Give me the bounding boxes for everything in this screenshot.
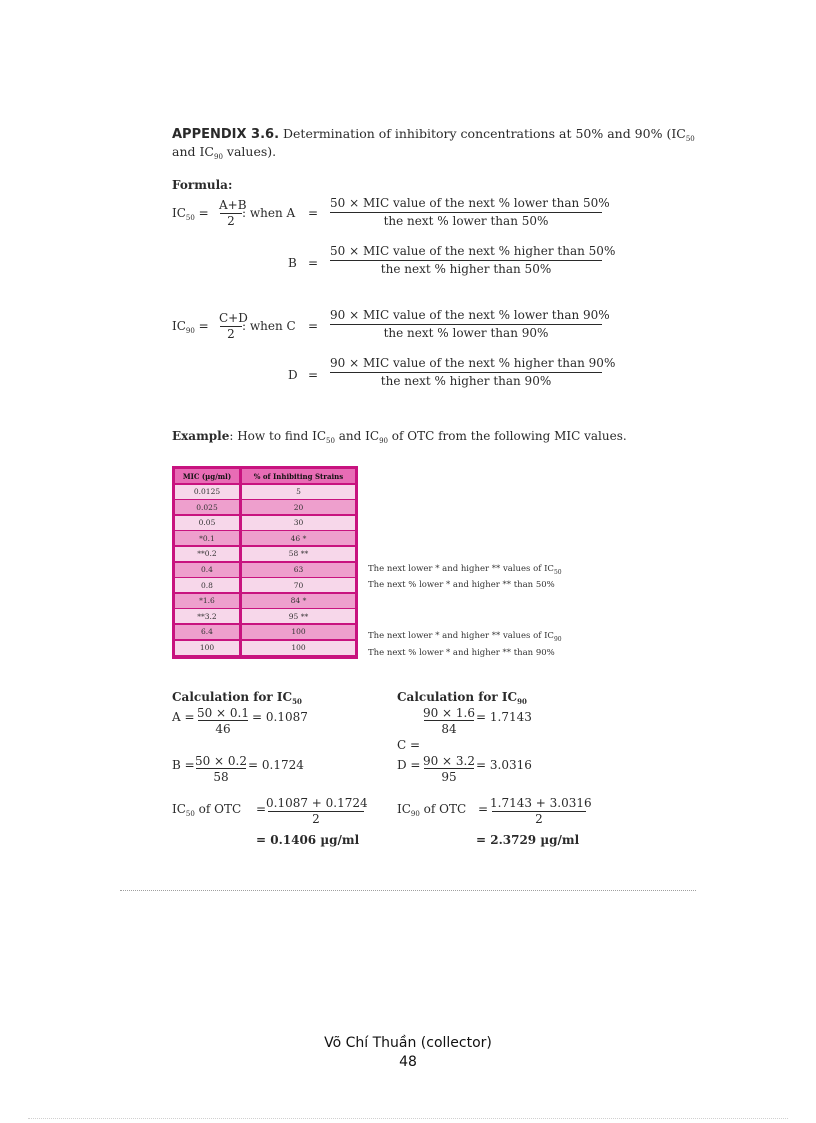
- c-denominator: the next % lower than 90%: [383, 326, 549, 340]
- table-cell-mic: *0.1: [175, 531, 239, 545]
- calc90-ic-ic: IC: [397, 802, 411, 816]
- calc90-d-result: = 3.0316: [476, 758, 532, 772]
- note-ic90-line2: The next % lower * and higher ** than 90%: [368, 648, 555, 658]
- table-row: [175, 625, 355, 639]
- calc50-ic-final: = 0.1406 µg/ml: [256, 833, 360, 847]
- table-cell-mic: 0.8: [175, 578, 239, 592]
- table-cell-mic: 0.05: [175, 516, 239, 530]
- table-row: [175, 609, 355, 623]
- table-cell-percent: 20: [242, 500, 355, 514]
- calc50-a-result: = 0.1087: [252, 710, 308, 724]
- note-ic50-sub: 50: [553, 569, 562, 576]
- calc90-heading-sub: 90: [517, 697, 527, 706]
- table-cell-percent: 58 **: [242, 547, 355, 561]
- ic90-lhs: $IC_{90}$ =: [172, 319, 209, 335]
- ic50-lhs-sub: 50: [185, 214, 195, 222]
- table-header-row: [175, 469, 355, 483]
- calc50-a-denominator: 46: [215, 722, 231, 736]
- example-label: Example: [172, 429, 230, 443]
- table-cell-percent: 95 **: [242, 609, 355, 623]
- calc90-c-result: = 1.7143: [476, 710, 532, 724]
- table-row: [175, 500, 355, 514]
- appendix-sub90: 90: [213, 153, 223, 161]
- mic-table: [172, 466, 358, 659]
- table-cell-mic: **3.2: [175, 609, 239, 623]
- example-text2: and IC: [334, 429, 380, 443]
- formula-heading-text: Formula: [172, 178, 228, 192]
- calc90-ic-sub: 90: [410, 810, 420, 818]
- page-divider: [120, 890, 696, 891]
- a-denominator: the next % lower than 50%: [383, 214, 549, 228]
- table-header-mic: MIC (µg/ml): [175, 469, 239, 483]
- calc90-d-numerator: 90 × 3.2: [422, 754, 476, 768]
- c-numerator: 90 × MIC value of the next % lower than 90%: [330, 308, 610, 322]
- calc50-heading-sub: 50: [292, 697, 302, 706]
- bottom-border: [28, 1118, 788, 1119]
- appendix-line2-pre: and IC: [172, 144, 214, 159]
- table-cell-mic: 0.4: [175, 563, 239, 577]
- table-cell-percent: 5: [242, 485, 355, 499]
- calc50-ic-ic: IC: [172, 802, 186, 816]
- note-ic90-line1: [368, 631, 562, 643]
- table-row: [175, 531, 355, 545]
- table-row: [175, 547, 355, 561]
- table-cell-mic: 100: [175, 641, 239, 655]
- table-row: [175, 563, 355, 577]
- note-ic90-sub: 90: [553, 636, 562, 643]
- c-equals: =: [308, 319, 319, 333]
- b-equals: =: [308, 256, 319, 270]
- calc90-c-fraction-bar: [424, 720, 474, 721]
- calc90-d-denominator: 95: [441, 770, 457, 784]
- example-sub50: 50: [326, 437, 335, 445]
- table-cell-percent: 70: [242, 578, 355, 592]
- b-numerator: 50 × MIC value of the next % higher than 50%: [330, 244, 616, 258]
- appendix-line2-post: values).: [222, 144, 277, 159]
- appendix-title-line2: [172, 144, 276, 161]
- b-fraction-bar: [330, 260, 602, 261]
- calc90-ic-numerator: 1.7143 + 3.0316: [490, 796, 592, 810]
- calc50-b-fraction-bar: [196, 768, 246, 769]
- calc50-ic-numerator: 0.1087 + 0.1724: [266, 796, 368, 810]
- ic90-lhs-sub: 90: [185, 327, 195, 335]
- example-line: [172, 429, 627, 445]
- table-header-percent: % of Inhibiting Strains: [242, 469, 355, 483]
- calc90-ic-of: of OTC: [419, 802, 467, 816]
- example-text1: : How to find IC: [229, 429, 327, 443]
- note-ic90-text: The next lower * and higher ** values of IC: [368, 631, 554, 641]
- calc90-d-lhs: D =: [397, 758, 421, 772]
- a-numerator: 50 × MIC value of the next % lower than 50%: [330, 196, 610, 210]
- b-denominator: the next % higher than 50%: [380, 262, 552, 276]
- calc90-ic-equals: =: [478, 802, 489, 816]
- calc90-heading: [397, 690, 527, 706]
- appendix-label: APPENDIX 3.6.: [172, 127, 280, 142]
- calc50-ic-equals: =: [256, 802, 267, 816]
- ic90-denominator: 2: [227, 327, 235, 341]
- calc50-b-result: = 0.1724: [248, 758, 304, 772]
- calc50-a-fraction-bar: [198, 720, 248, 721]
- calc50-b-lhs: B =: [172, 758, 195, 772]
- ic50-denominator: 2: [227, 214, 235, 228]
- table-cell-percent: 46 *: [242, 531, 355, 545]
- example-text3: of OTC from the following MIC values.: [387, 429, 627, 443]
- ic50-numerator: A+B: [219, 198, 247, 212]
- d-fraction-bar: [330, 372, 602, 373]
- calc50-ic-of: of OTC: [194, 802, 242, 816]
- ic50-lhs: $IC_{50}$ =: [172, 206, 209, 222]
- table-cell-mic: 6.4: [175, 625, 239, 639]
- calc50-a-lhs: A =: [172, 710, 195, 724]
- d-denominator: the next % higher than 90%: [380, 374, 552, 388]
- calc90-c-numerator: 90 × 1.6: [422, 706, 476, 720]
- table-row: [175, 578, 355, 592]
- calc50-heading-text: Calculation for IC: [172, 690, 293, 704]
- table-cell-percent: 100: [242, 641, 355, 655]
- table-cell-mic: 0.025: [175, 500, 239, 514]
- a-equals: =: [308, 206, 319, 220]
- table-cell-mic: *1.6: [175, 594, 239, 608]
- d-numerator: 90 × MIC value of the next % higher than 90%: [330, 356, 616, 370]
- example-sub90: 90: [379, 437, 388, 445]
- calc90-ic-denominator: 2: [535, 812, 543, 826]
- footer-collector: Võ Chí Thuần (collector): [324, 1035, 492, 1051]
- table-row: [175, 594, 355, 608]
- calc50-ic-lhs: [172, 802, 241, 818]
- ic50-lhs-ic: IC: [172, 206, 186, 220]
- calc50-ic-denominator: 2: [312, 812, 320, 826]
- note-ic50-line1: [368, 564, 562, 576]
- calc90-c-denominator: 84: [441, 722, 457, 736]
- table-row: [175, 485, 355, 499]
- calc90-ic-final: = 2.3729 µg/ml: [476, 833, 580, 847]
- a-fraction-bar: [330, 212, 602, 213]
- page-number: 48: [399, 1054, 417, 1070]
- table-cell-percent: 30: [242, 516, 355, 530]
- b-label: B: [288, 256, 297, 270]
- table-cell-percent: 100: [242, 625, 355, 639]
- calc50-b-numerator: 50 × 0.2: [194, 754, 248, 768]
- calc90-c-lhs: C =: [397, 738, 421, 752]
- calc50-ic-sub: 50: [185, 810, 195, 818]
- formula-heading: Formula:: [172, 178, 233, 192]
- table-row: [175, 641, 355, 655]
- ic90-numerator: C+D: [219, 311, 248, 325]
- table-cell-percent: 63: [242, 563, 355, 577]
- ic50-when: : when A: [242, 206, 296, 220]
- table-cell-mic: **0.2: [175, 547, 239, 561]
- calc90-ic-lhs: [397, 802, 466, 818]
- table-row: [175, 516, 355, 530]
- ic90-lhs-ic: IC: [172, 319, 186, 333]
- table-cell-percent: 84 *: [242, 594, 355, 608]
- calc90-heading-text: Calculation for IC: [397, 690, 518, 704]
- calc50-a-numerator: 50 × 0.1: [196, 706, 250, 720]
- table-cell-mic: 0.0125: [175, 485, 239, 499]
- appendix-title: [172, 126, 695, 143]
- calc50-b-denominator: 58: [213, 770, 229, 784]
- d-equals: =: [308, 368, 319, 382]
- note-ic50-line2: The next % lower * and higher ** than 50%: [368, 580, 555, 590]
- d-label: D: [288, 368, 298, 382]
- ic90-when: : when C: [242, 319, 296, 333]
- note-ic50-text: The next lower * and higher ** values of IC: [368, 564, 554, 574]
- appendix-title-line1: Determination of inhibitory concentrations at 50% and 90% (IC: [283, 126, 686, 141]
- c-fraction-bar: [330, 324, 602, 325]
- calc50-heading: [172, 690, 302, 706]
- appendix-sub50: 50: [685, 135, 695, 143]
- calc90-d-fraction-bar: [424, 768, 474, 769]
